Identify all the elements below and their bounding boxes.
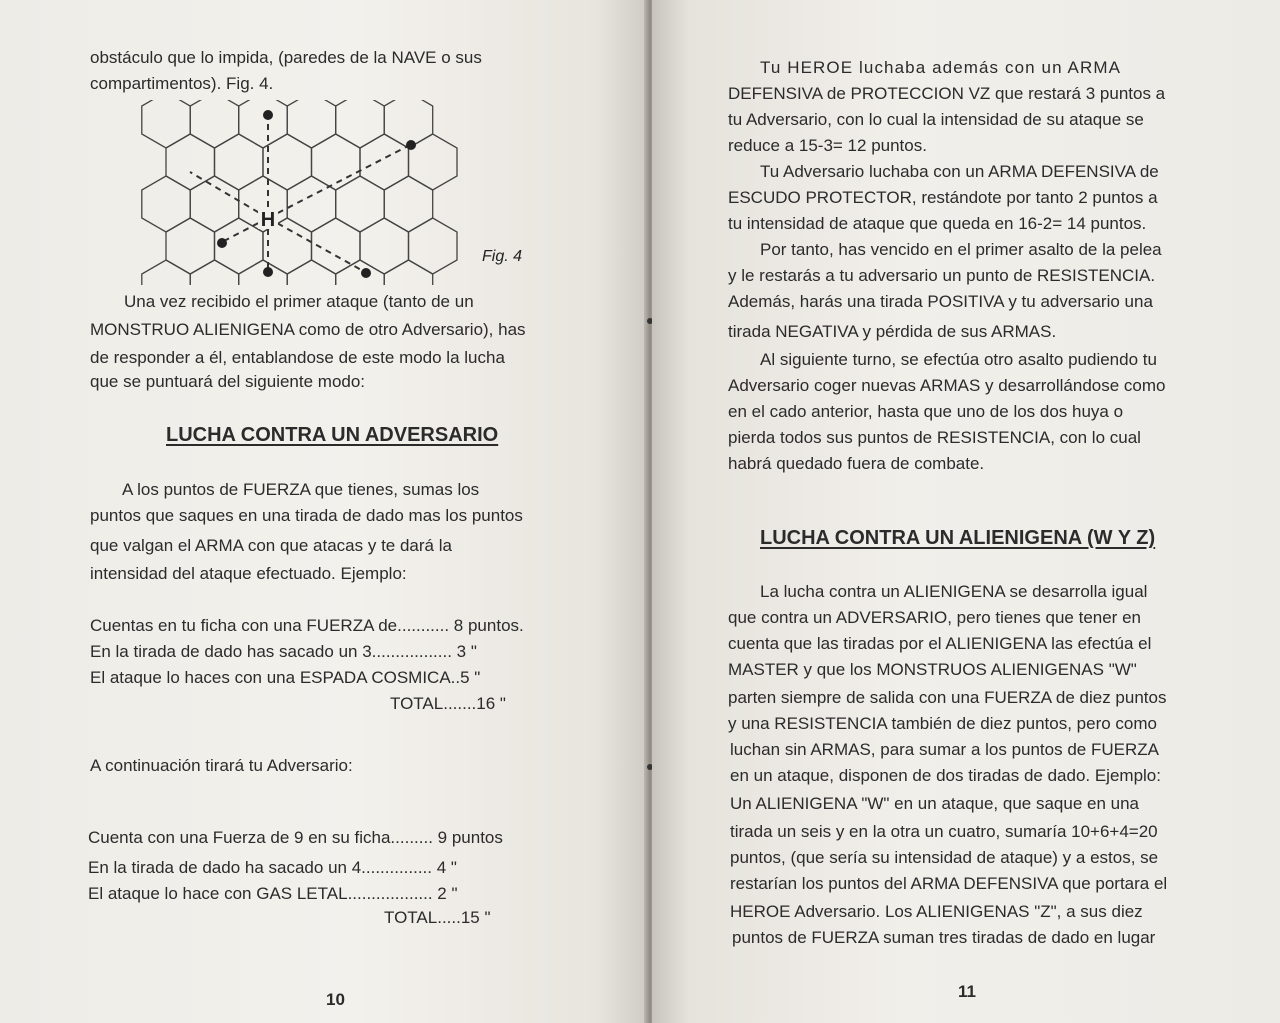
example-line: En la tirada de dado has sacado un 3................. 3 " (90, 642, 477, 661)
text-line: de responder a él, entablandose de este modo la lucha (90, 348, 505, 367)
text-line: puntos que saques en una tirada de dado mas los puntos (90, 506, 523, 525)
hex-cell (287, 100, 336, 148)
text-line: Tu Adversario luchaba con un ARMA DEFENSIVA de (760, 162, 1159, 181)
text-line: Por tanto, has vencido en el primer asalto de la pelea (760, 240, 1162, 259)
text-line: ESCUDO PROTECTOR, restándote por tanto 2 puntos a (728, 188, 1158, 207)
text-line: Una vez recibido el primer ataque (tanto de un (124, 292, 474, 311)
text-line: MONSTRUO ALIENIGENA como de otro Adversario), has (90, 320, 526, 339)
text-line: restarían los puntos del ARMA DEFENSIVA que portara el (730, 874, 1168, 893)
section-heading: LUCHA CONTRA UN ADVERSARIO (166, 424, 499, 446)
example-line: Cuenta con una Fuerza de 9 en su ficha......... 9 puntos (88, 828, 503, 847)
text-line: y una RESISTENCIA también de diez puntos, pero como (728, 714, 1158, 733)
hex-cell (409, 134, 458, 190)
example-total: TOTAL.....15 " (384, 908, 491, 927)
hex-cell (190, 176, 239, 232)
example-total: TOTAL.......16 " (390, 694, 506, 713)
text-line: pierda todos sus puntos de RESISTENCIA, con lo cual (728, 428, 1141, 447)
hex-cell (336, 100, 385, 148)
section-heading: LUCHA CONTRA UN ALIENIGENA (W Y Z) (760, 527, 1156, 549)
text-line: luchan sin ARMAS, para sumar a los puntos de FUERZA (730, 740, 1159, 759)
text-line: puntos, (que sería su intensidad de ataque) y a estos, se (730, 848, 1159, 867)
right-page (652, 0, 1280, 1023)
hex-cell (360, 134, 409, 190)
hex-grid-figure (100, 100, 550, 285)
text-line: A los puntos de FUERZA que tienes, sumas los (122, 480, 480, 499)
hex-cell (409, 218, 458, 274)
hex-cell (312, 134, 361, 190)
text-line: puntos de FUERZA suman tres tiradas de dado en lugar (732, 928, 1156, 947)
hex-cell (287, 260, 336, 285)
hex-grid (142, 100, 457, 285)
example-line: El ataque lo haces con una ESPADA COSMICA..5 " (90, 668, 481, 687)
example-line: El ataque lo hace con GAS LETAL.................. 2 " (88, 884, 458, 903)
text-line: Un ALIENIGENA "W" en un ataque, que saque en una (730, 794, 1140, 813)
text-line: compartimentos). Fig. 4. (90, 74, 274, 93)
hero-label: H (260, 209, 276, 231)
page-number: 10 (326, 990, 345, 1009)
text-line: habrá quedado fuera de combate. (728, 454, 985, 473)
text-line: La lucha contra un ALIENIGENA se desarrolla igual (760, 582, 1148, 601)
text-line: que se puntuará del siguiente modo: (90, 372, 366, 391)
text-line: Adversario coger nuevas ARMAS y desarrollándose como (728, 376, 1166, 395)
text-line: que contra un ADVERSARIO, pero tienes que tener en (728, 608, 1141, 627)
text-line: obstáculo que lo impida, (paredes de la NAVE o sus (90, 48, 482, 67)
example-line: En la tirada de dado ha sacado un 4............... 4 " (88, 858, 457, 877)
text-line: tu intensidad de ataque que queda en 16-2= 14 puntos. (728, 214, 1147, 233)
hex-cell (336, 176, 385, 232)
hex-cell (239, 100, 288, 148)
text-line: Tu HEROE luchaba además con un ARMA (760, 58, 1122, 77)
hex-cell (142, 176, 190, 232)
hex-cell (287, 176, 336, 232)
text-line: DEFENSIVA de PROTECCION VZ que restará 3 puntos a (728, 84, 1166, 103)
hex-cell (336, 260, 385, 285)
hex-cell (384, 260, 433, 285)
text-line: Al siguiente turno, se efectúa otro asalto pudiendo tu (760, 350, 1157, 369)
text-line: HEROE Adversario. Los ALIENIGENAS "Z", a sus diez (730, 902, 1143, 921)
text-line: tu Adversario, con lo cual la intensidad de su ataque se (728, 110, 1144, 129)
text-line: MASTER y que los MONSTRUOS ALIENIGENAS "W" (728, 660, 1137, 679)
hex-cell (384, 176, 433, 232)
text-line: cuenta que las tiradas por el ALIENIGENA las efectúa el (728, 634, 1152, 653)
hex-cell (263, 134, 312, 190)
text-line: en un ataque, disponen de dos tiradas de dado. Ejemplo: (730, 766, 1161, 785)
text-line: Además, harás una tirada POSITIVA y tu adversario una (728, 292, 1153, 311)
example-line: Cuentas en tu ficha con una FUERZA de........... 8 puntos. (90, 616, 524, 635)
hex-cell (142, 100, 190, 148)
hex-cell (360, 218, 409, 274)
text-line: parten siempre de salida con una FUERZA de diez puntos (728, 688, 1167, 707)
figure-caption: Fig. 4 (482, 248, 523, 265)
text-line: tirada NEGATIVA y pérdida de sus ARMAS. (728, 322, 1057, 341)
hex-cell (190, 260, 239, 285)
hex-cell (215, 134, 264, 190)
text-line: y le restarás a tu adversario un punto de RESISTENCIA. (728, 266, 1156, 285)
text-line: en el cado anterior, hasta que uno de los dos huya o (728, 402, 1124, 421)
hex-cell (190, 100, 239, 148)
text-line: intensidad del ataque efectuado. Ejemplo: (90, 564, 407, 583)
page-number: 11 (958, 982, 976, 1001)
hex-cell (142, 260, 190, 285)
text-line: reduce a 15-3= 12 puntos. (728, 136, 927, 155)
text-line: tirada un seis y en la otra un cuatro, sumaría 10+6+4=20 (730, 822, 1158, 841)
hex-cell (166, 218, 215, 274)
text-line: que valgan el ARMA con que atacas y te dará la (90, 536, 452, 555)
hex-cell (239, 260, 288, 285)
text-line: A continuación tirará tu Adversario: (90, 756, 353, 775)
